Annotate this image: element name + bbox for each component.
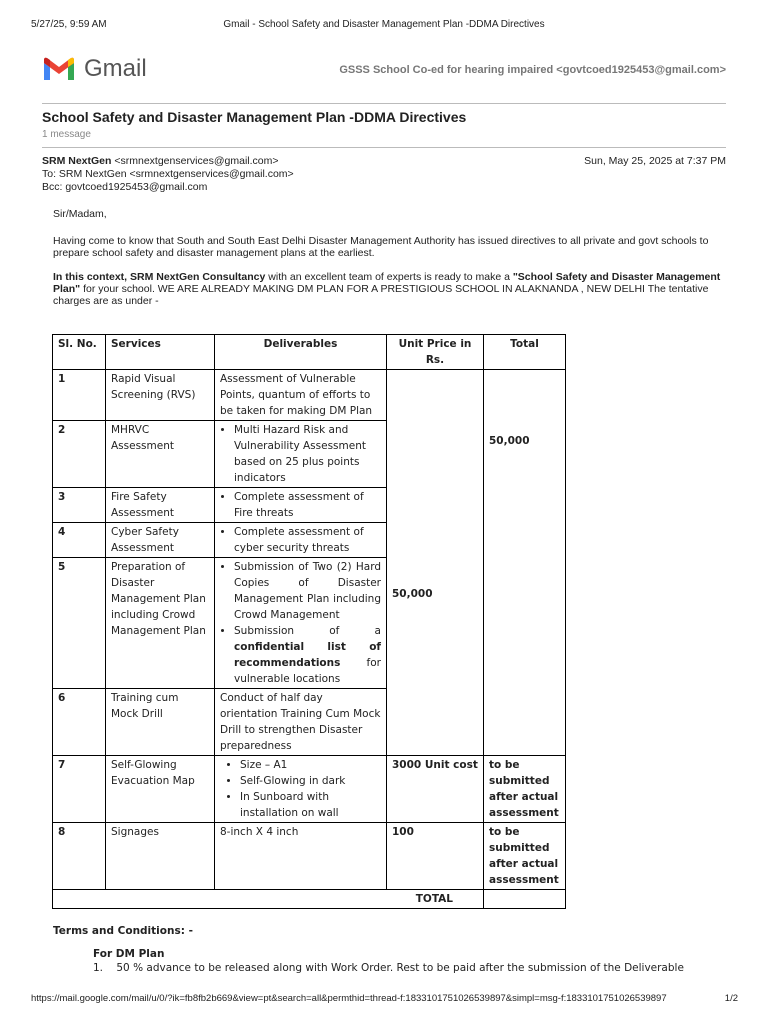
body-paragraph-2 xyxy=(53,271,723,307)
row-deliverable xyxy=(215,488,387,523)
header-services: Services xyxy=(106,335,215,370)
print-url[interactable]: https://mail.google.com/mail/u/0/?ik=fb8fb2b669&view=pt&search=all&permthid=thread-f:1833101751026539897&simpl=msg-f:1833101751026539897 xyxy=(31,993,667,1004)
message-date: Sun, May 25, 2025 at 7:37 PM xyxy=(584,155,726,167)
print-title: Gmail - School Safety and Disaster Management Plan -DDMA Directives xyxy=(223,19,545,30)
thread-subject: School Safety and Disaster Management Plan -DDMA Directives xyxy=(42,109,467,125)
row-deliverable xyxy=(215,523,387,558)
row-service: Training cum Mock Drill xyxy=(106,689,215,756)
row-deliverable xyxy=(215,421,387,488)
deliverable-bullet: • Complete assessment of Fire threats xyxy=(234,489,381,521)
row-total: to be submitted after actual assessment xyxy=(484,756,566,823)
print-datetime: 5/27/25, 9:59 AM xyxy=(31,19,107,30)
row-unit-price: 3000 Unit cost xyxy=(387,756,484,823)
para2-bold-2: "School Safety and Disaster Management Plan" xyxy=(53,271,721,295)
table-header-row xyxy=(53,335,566,370)
sender-name: SRM NextGen xyxy=(42,155,112,167)
para2-bold-1: In this context, SRM NextGen Consultancy xyxy=(53,271,266,283)
row-sl: 1 xyxy=(53,370,106,421)
row-sl: 2 xyxy=(53,421,106,488)
message-to: To: SRM NextGen <srmnextgenservices@gmail.com> xyxy=(42,168,294,180)
message-from xyxy=(42,155,279,167)
group-unit-price: 50,000 xyxy=(387,370,484,756)
deliverable-bullet: • Multi Hazard Risk and Vulnerability Assessment based on 25 plus points indicators xyxy=(234,422,381,486)
page-number: 1/2 xyxy=(724,993,738,1004)
deliverable-bullet: • Size – A1 xyxy=(240,757,381,773)
gmail-wordmark: Gmail xyxy=(84,55,147,82)
row-total: to be submitted after actual assessment xyxy=(484,823,566,890)
header-unit-price: Unit Price in Rs. xyxy=(387,335,484,370)
row-service: Rapid Visual Screening (RVS) xyxy=(106,370,215,421)
terms-item: 1. 50 % advance to be released along with Work Order. Rest to be paid after the submission of the Deliverable xyxy=(93,962,684,974)
deliverable-bullet: • Complete assessment of cyber security threats xyxy=(234,524,381,556)
header-total: Total xyxy=(484,335,566,370)
row-sl: 4 xyxy=(53,523,106,558)
row-service: Fire Safety Assessment xyxy=(106,488,215,523)
gmail-m-logo-icon[interactable] xyxy=(42,56,76,82)
table-row xyxy=(53,823,566,890)
deliverable-bullet xyxy=(234,623,381,687)
table-row xyxy=(53,370,566,421)
deliverable-bullet: • Submission of Two (2) Hard Copies of Disaster Management Plan including Crowd Management xyxy=(234,559,381,623)
total-value xyxy=(484,890,566,909)
table-total-row xyxy=(53,890,566,909)
greeting: Sir/Madam, xyxy=(53,208,107,220)
header-deliverables: Deliverables xyxy=(215,335,387,370)
deliverable-bold: confidential list of recommendations xyxy=(234,641,381,669)
row-service: MHRVC Assessment xyxy=(106,421,215,488)
sender-email[interactable]: <srmnextgenservices@gmail.com> xyxy=(114,155,279,167)
terms-heading: Terms and Conditions: - xyxy=(53,925,193,937)
deliverable-bullet: • In Sunboard with installation on wall xyxy=(240,789,381,821)
message-count: 1 message xyxy=(42,129,91,140)
header-sl: Sl. No. xyxy=(53,335,106,370)
row-sl: 3 xyxy=(53,488,106,523)
deliverable-text: for vulnerable locations xyxy=(234,657,381,685)
row-sl: 6 xyxy=(53,689,106,756)
row-sl: 8 xyxy=(53,823,106,890)
row-unit-price: 100 xyxy=(387,823,484,890)
deliverable-text: Submission of a xyxy=(234,625,381,637)
terms-subheading: For DM Plan xyxy=(93,948,165,960)
row-deliverable: Assessment of Vulnerable Points, quantum of efforts to be taken for making DM Plan xyxy=(215,370,387,421)
message-bcc: Bcc: govtcoed1925453@gmail.com xyxy=(42,181,208,193)
row-service: Signages xyxy=(106,823,215,890)
deliverable-bullet: • Self-Glowing in dark xyxy=(240,773,381,789)
divider xyxy=(42,103,726,104)
row-deliverable xyxy=(215,558,387,689)
account-address: GSSS School Co-ed for hearing impaired <govtcoed1925453@gmail.com> xyxy=(339,64,726,76)
row-service: Cyber Safety Assessment xyxy=(106,523,215,558)
divider xyxy=(42,147,726,148)
para2-text-1: with an excellent team of experts is ready to make a xyxy=(265,271,513,283)
total-label: TOTAL xyxy=(53,890,484,909)
table-row xyxy=(53,756,566,823)
row-sl: 5 xyxy=(53,558,106,689)
group-total: 50,000 xyxy=(484,370,566,756)
row-sl: 7 xyxy=(53,756,106,823)
row-service: Self-Glowing Evacuation Map xyxy=(106,756,215,823)
row-deliverable xyxy=(215,756,387,823)
services-table xyxy=(52,334,566,909)
body-paragraph-1: Having come to know that South and South East Delhi Disaster Management Authority has issued directives to all private and govt schools to prepare school safety and disaster management plans at the earliest. xyxy=(53,235,709,259)
row-deliverable: Conduct of half day orientation Training Cum Mock Drill to strengthen Disaster preparedness xyxy=(215,689,387,756)
para2-text-2: for your school. WE ARE ALREADY MAKING DM PLAN FOR A PRESTIGIOUS SCHOOL IN ALAKNANDA , NEW DELHI The tentative charges are as under - xyxy=(53,283,709,307)
row-deliverable: 8-inch X 4 inch xyxy=(215,823,387,890)
row-service: Preparation of Disaster Management Plan including Crowd Management Plan xyxy=(106,558,215,689)
